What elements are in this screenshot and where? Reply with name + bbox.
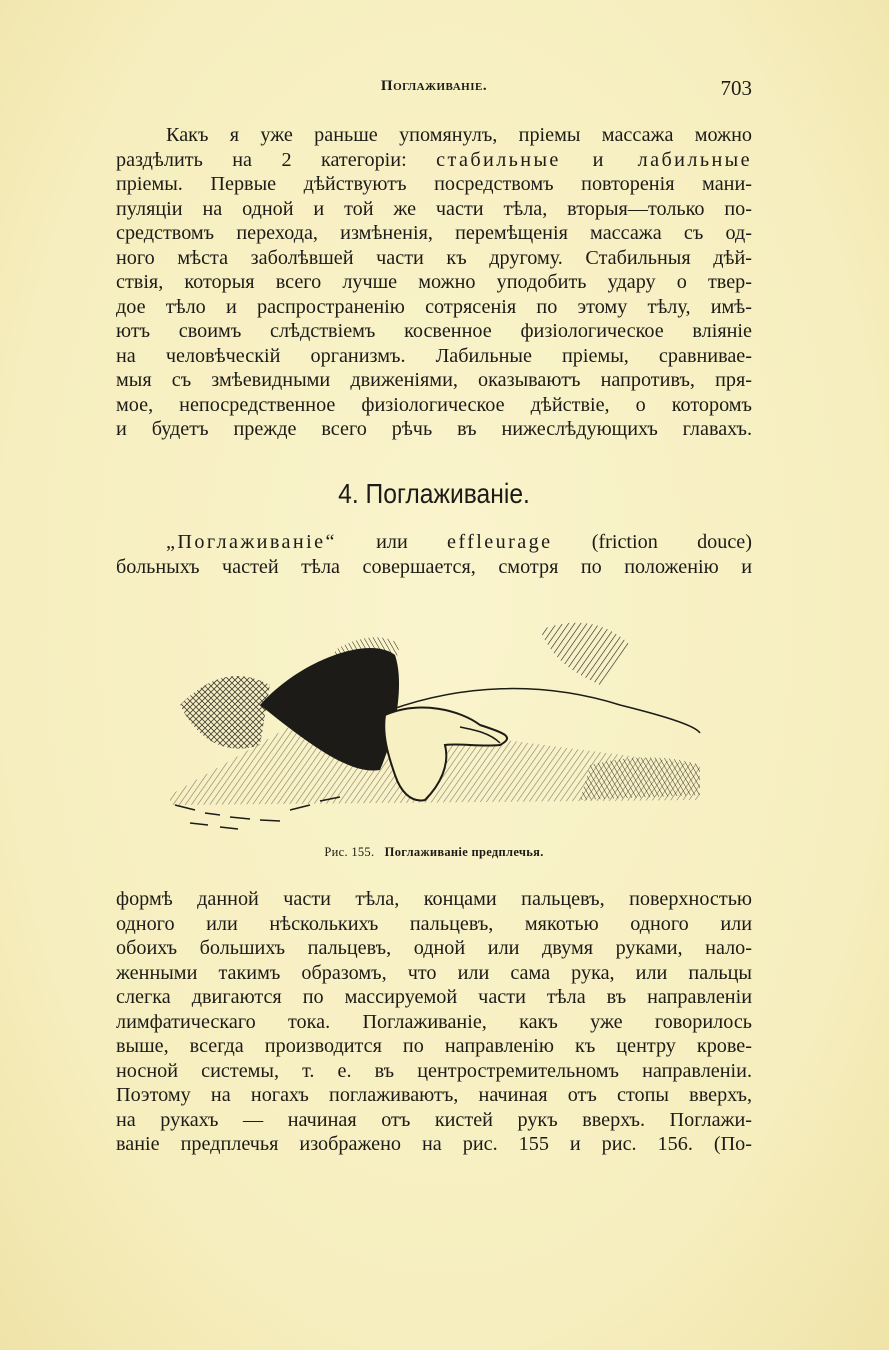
text-line: на рукахъ — начиная отъ кистей рукъ вверхъ. Поглажи-: [116, 1108, 752, 1131]
text-line: слегка двигаются по массируемой части тѣла въ направленіи: [116, 986, 752, 1008]
text-segment: (friction douce): [552, 531, 752, 553]
text-line: и будетъ прежде всего рѣчь въ нижеслѣдующихъ главахъ.: [116, 418, 752, 440]
text-line: средствомъ перехода, измѣненія, перемѣщенія массажа съ од-: [116, 222, 752, 244]
text-line: ствія, которыя всего лучше можно уподобить удару о твер-: [116, 271, 752, 293]
caption-title: Поглаживаніе предплечья.: [384, 845, 544, 859]
text-line: дое тѣло и распространенію сотрясенія по этому тѣлу, имѣ-: [116, 295, 752, 318]
intro-paragraph: [116, 123, 752, 442]
text-line: выше, всегда производится по направленію къ центру крове-: [116, 1035, 752, 1057]
text-line: пуляціи на одной и той же части тѣла, вторыя—только по-: [116, 197, 752, 220]
section-paragraph: [116, 530, 752, 579]
text-line: женными такимъ образомъ, что или сама рука, или пальцы: [116, 961, 752, 984]
emphasis-text: стабильные и лабильные: [436, 148, 752, 171]
page-number: 703: [720, 76, 752, 100]
text-line: мое, непосредственное физіологическое дѣйствіе, о которомъ: [116, 393, 752, 416]
text-line: Какъ я уже раньше упомянулъ, пріемы массажа можно: [166, 124, 752, 146]
caption-number: Рис. 155.: [324, 845, 375, 859]
text-line: формѣ данной части тѣла, концами пальцевъ, поверхностью: [116, 888, 752, 910]
text-line: одного или нѣсколькихъ пальцевъ, мякотью одного или: [116, 912, 752, 935]
text-line: на человѣческій организмъ. Лабильные пріемы, сравнивае-: [116, 344, 752, 367]
left-forearm-hatching: [180, 676, 270, 749]
text-line: обоихъ большихъ пальцевъ, одной или двумя руками, нало-: [116, 937, 752, 959]
text-line: мыя съ змѣевидными движеніями, оказываютъ напротивъ, пря-: [116, 369, 752, 391]
text-line: лимфатическаго тока. Поглаживаніе, какъ уже говорилось: [116, 1010, 752, 1033]
running-title: Поглаживаніе.: [380, 78, 488, 94]
text-segment: раздѣлить на 2 категоріи:: [116, 148, 437, 171]
right-table-hatching: [580, 758, 700, 801]
text-line: носной системы, т. е. въ центростремительномъ направленіи.: [116, 1059, 752, 1082]
text-line: Поэтому на ногахъ поглаживаютъ, начиная отъ стопы вверхъ,: [116, 1084, 752, 1106]
text-line: [116, 148, 752, 173]
continuation-paragraph: [116, 887, 752, 1157]
term-text: „Поглаживаніе“: [166, 531, 337, 553]
text-line: ного мѣста заболѣвшей части къ другому. Стабильныя дѣй-: [116, 246, 752, 269]
figure-caption: [116, 845, 752, 860]
upper-right-hatching: [540, 623, 630, 685]
foreign-term: effleurage: [447, 531, 553, 553]
text-line: [116, 530, 752, 555]
text-line: больныхъ частей тѣла совершается, смотря по положенію и: [116, 555, 752, 578]
running-head: [116, 76, 752, 100]
text-line: ваніе предплечья изображено на рис. 155 и рис. 156. (По-: [116, 1133, 752, 1155]
forearm-massage-illustration: [160, 605, 705, 840]
section-heading: 4. Поглаживаніе.: [338, 478, 530, 509]
text-segment: или: [336, 531, 447, 553]
text-line: ютъ своимъ слѣдствіемъ косвенное физіологическое вліяніе: [116, 320, 752, 342]
text-line: пріемы. Первые дѣйствуютъ посредствомъ повторенія мани-: [116, 173, 752, 195]
